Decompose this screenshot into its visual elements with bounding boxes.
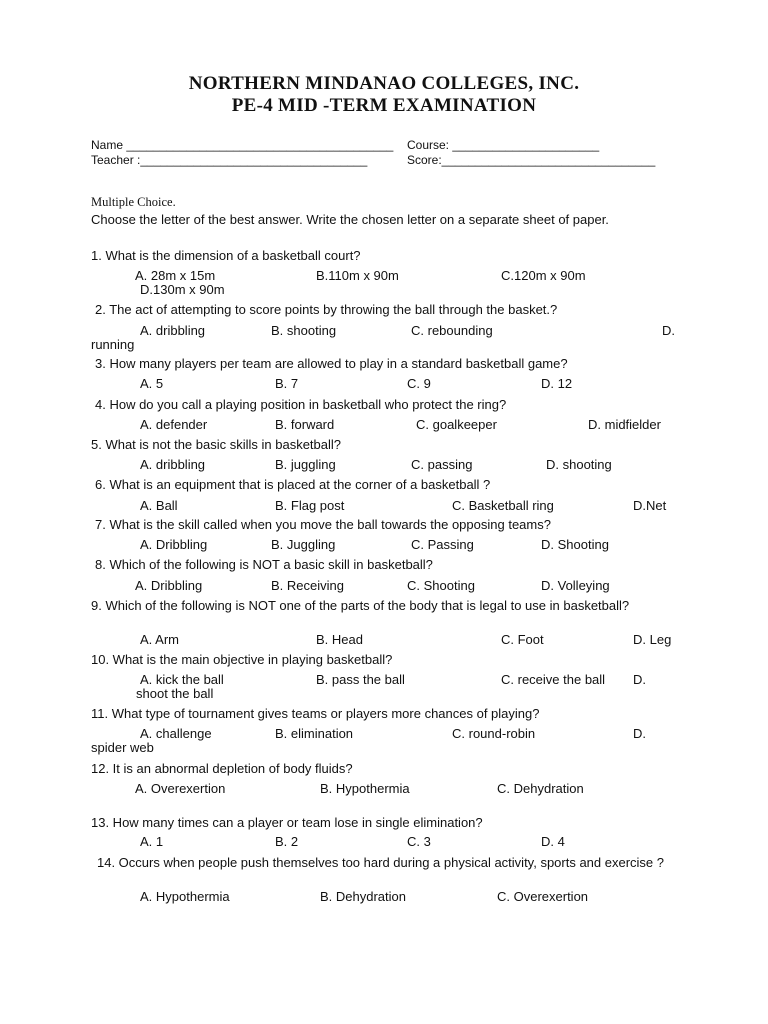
q14-option-c: C. Overexertion	[497, 889, 589, 904]
q1-option-b: B.110m x 90m	[316, 268, 399, 283]
q13-option-d: D. 4	[541, 834, 565, 849]
question-7: 7. What is the skill called when you move the ball towards the opposing teams?	[95, 517, 551, 532]
q7-option-d: D. Shooting	[541, 537, 609, 552]
q11-option-d-text: spider web	[91, 740, 154, 755]
q1-option-a: A. 28m x 15m	[135, 268, 216, 283]
q3-option-b: B. 7	[275, 376, 299, 391]
q6-option-c: C. Basketball ring	[452, 498, 554, 513]
q7-option-a: A. Dribbling	[140, 537, 208, 552]
q7-option-c: C. Passing	[411, 537, 474, 552]
q8-option-b: B. Receiving	[271, 578, 344, 593]
q10-option-a: A. kick the ball	[140, 672, 224, 687]
q6-option-d: D.Net	[633, 498, 667, 513]
question-6: 6. What is an equipment that is placed at the corner of a basketball ?	[95, 477, 491, 492]
instructions: Choose the letter of the best answer. Write the chosen letter on a separate sheet of paper.	[91, 212, 609, 227]
section-heading: Multiple Choice.	[91, 195, 176, 209]
q9-option-a: A. Arm	[140, 632, 180, 647]
question-11: 11. What type of tournament gives teams or players more chances of playing?	[91, 706, 540, 721]
q10-option-c: C. receive the ball	[501, 672, 606, 687]
q4-option-b: B. forward	[275, 417, 335, 432]
q11-option-d: D.	[633, 726, 646, 741]
q8-option-a: A. Dribbling	[135, 578, 203, 593]
question-10: 10. What is the main objective in playing basketball?	[91, 652, 393, 667]
q7-option-b: B. Juggling	[271, 537, 336, 552]
q2-option-c: C. rebounding	[411, 323, 493, 338]
q9-option-b: B. Head	[316, 632, 363, 647]
institution-title: NORTHERN MINDANAO COLLEGES, INC.	[188, 73, 580, 94]
question-4: 4. How do you call a playing position in basketball who protect the ring?	[95, 397, 507, 412]
q8-option-c: C. Shooting	[407, 578, 475, 593]
q10-option-b: B. pass the ball	[316, 672, 405, 687]
q9-option-d: D. Leg	[633, 632, 672, 647]
q11-option-a: A. challenge	[140, 726, 212, 741]
name-field[interactable]: Name ________________________________________	[91, 138, 394, 152]
q14-option-a: A. Hypothermia	[140, 889, 230, 904]
q11-option-c: C. round-robin	[452, 726, 536, 741]
q12-option-a: A. Overexertion	[135, 781, 226, 796]
q5-option-a: A. dribbling	[140, 457, 206, 472]
q10-option-d: D.	[633, 672, 646, 687]
q5-option-b: B. juggling	[275, 457, 336, 472]
q13-option-b: B. 2	[275, 834, 299, 849]
question-13: 13. How many times can a player or team lose in single elimination?	[91, 815, 483, 830]
question-3: 3. How many players per team are allowed to play in a standard basketball game?	[95, 356, 568, 371]
q1-option-c: C.120m x 90m	[501, 268, 586, 283]
q12-option-b: B. Hypothermia	[320, 781, 410, 796]
score-field[interactable]: Score:________________________________	[407, 153, 656, 167]
q6-option-b: B. Flag post	[275, 498, 345, 513]
q14-option-b: B. Dehydration	[320, 889, 406, 904]
exam-title: PE-4 MID -TERM EXAMINATION	[231, 95, 537, 116]
q9-option-c: C. Foot	[501, 632, 544, 647]
q12-option-c: C. Dehydration	[497, 781, 584, 796]
q4-option-c: C. goalkeeper	[416, 417, 497, 432]
q13-option-a: A. 1	[140, 834, 164, 849]
q8-option-d: D. Volleying	[541, 578, 610, 593]
q2-option-d: D.	[662, 323, 675, 338]
q13-option-c: C. 3	[407, 834, 431, 849]
question-12: 12. It is an abnormal depletion of body fluids?	[91, 761, 353, 776]
q2-option-b: B. shooting	[271, 323, 337, 338]
question-14: 14. Occurs when people push themselves too hard during a physical activity, sports and exercise ?	[97, 855, 665, 870]
course-field[interactable]: Course: ______________________	[407, 138, 600, 152]
teacher-field[interactable]: Teacher :__________________________________	[91, 153, 368, 167]
q4-option-a: A. defender	[140, 417, 208, 432]
q5-option-d: D. shooting	[546, 457, 612, 472]
q10-option-d-text: shoot the ball	[136, 686, 214, 701]
q3-option-d: D. 12	[541, 376, 573, 391]
q2-option-a: A. dribbling	[140, 323, 206, 338]
q1-option-d: D.130m x 90m	[140, 282, 225, 297]
q2-option-d-text: running	[91, 337, 135, 352]
q3-option-a: A. 5	[140, 376, 164, 391]
question-8: 8. Which of the following is NOT a basic skill in basketball?	[95, 557, 433, 572]
q5-option-c: C. passing	[411, 457, 473, 472]
question-1: 1. What is the dimension of a basketball court?	[91, 248, 361, 263]
q6-option-a: A. Ball	[140, 498, 178, 513]
question-5: 5. What is not the basic skills in basketball?	[91, 437, 342, 452]
q11-option-b: B. elimination	[275, 726, 354, 741]
question-2: 2. The act of attempting to score points by throwing the ball through the basket.?	[95, 302, 558, 317]
question-9: 9. Which of the following is NOT one of the parts of the body that is legal to use in basketball?	[91, 598, 630, 613]
q3-option-c: C. 9	[407, 376, 431, 391]
q4-option-d: D. midfielder	[588, 417, 661, 432]
